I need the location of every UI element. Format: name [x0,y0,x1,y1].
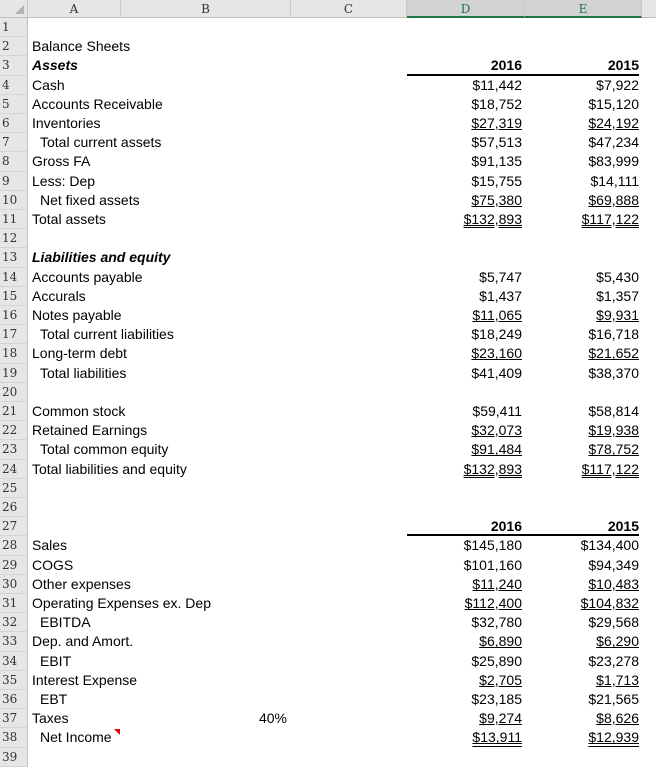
cell-label[interactable]: Taxes [32,710,69,727]
row-header[interactable]: 25 [0,479,28,498]
cell-2015[interactable]: $78,752 [588,441,639,458]
cell-label[interactable]: Liabilities and equity [32,249,171,266]
sheet-row [0,287,656,306]
sheet-row [0,191,656,210]
sheet-row [0,479,656,498]
cell-2016[interactable]: $59,411 [472,403,522,419]
cell-label[interactable]: EBT [40,691,68,707]
row-header[interactable]: 31 [0,594,28,613]
row-header[interactable]: 11 [0,210,28,229]
cell-label[interactable]: Accounts payable [32,268,143,285]
row-header[interactable]: 2 [0,37,28,56]
cell-2016[interactable]: $1,437 [479,287,522,304]
cell-2016[interactable]: $5,747 [479,268,522,285]
cell-2016[interactable]: $23,160 [471,345,522,362]
cell-2016[interactable]: $23,185 [471,691,522,707]
cell-2016[interactable]: $91,135 [471,153,522,170]
cell-2016[interactable]: $75,380 [471,191,522,208]
sheet-row [0,748,656,767]
column-header-c[interactable]: C [291,0,407,18]
row-header[interactable]: 13 [0,248,28,267]
cell-2015[interactable]: $1,713 [596,671,639,688]
cell-2015[interactable]: $47,234 [588,134,639,151]
row-header[interactable]: 22 [0,421,28,440]
cell-label[interactable]: Long-term debt [32,345,127,362]
cell-label[interactable]: Accounts Receivable [32,95,163,112]
sheet-row [0,594,656,613]
cell-2015[interactable]: $24,192 [588,115,639,131]
cell-2015[interactable]: $117,122 [581,460,639,477]
cell-2015[interactable]: $94,349 [588,556,639,573]
cell-label[interactable]: Gross FA [32,153,91,170]
sheet-row [0,440,656,459]
cell-2016[interactable]: $11,442 [472,76,522,93]
sheet-row [0,536,656,555]
cell-label[interactable]: Balance Sheets [32,38,131,55]
row-header[interactable]: 28 [0,536,28,555]
sheet-row [0,460,656,479]
sheet-row [0,306,656,325]
row-header[interactable]: 34 [0,652,28,671]
cell-label[interactable]: Less: Dep [32,172,96,189]
cell-2015[interactable]: $1,357 [596,287,639,304]
cell-2016[interactable]: 2016 [490,518,522,535]
sheet-row [0,56,656,75]
cell-2015[interactable]: $9,931 [596,307,639,323]
row-header[interactable]: 6 [0,114,28,133]
sheet-row [0,690,656,709]
column-header-f[interactable] [642,0,656,18]
sheet-row [0,498,656,517]
row-header[interactable]: 19 [0,364,28,383]
column-header-a[interactable]: A [28,0,121,18]
sheet-row [0,18,656,37]
cell-2016[interactable]: $112,400 [464,595,522,611]
cell-2015[interactable]: $58,814 [588,403,639,419]
comment-indicator-icon[interactable] [114,729,120,735]
column-header-b[interactable]: B [121,0,291,18]
row-header[interactable]: 8 [0,152,28,171]
cell-2015[interactable]: $83,999 [588,153,639,170]
sheet-row [0,344,656,363]
cell-2016[interactable]: $9,274 [479,710,522,727]
row-header[interactable]: 20 [0,383,28,402]
cell-2015[interactable]: $104,832 [580,595,639,611]
row-header[interactable]: 27 [0,517,28,536]
cell-rate[interactable]: 40% [258,710,287,727]
sheet-row [0,248,656,267]
cell-label[interactable]: Interest Expense [32,671,138,688]
cell-2016[interactable]: $41,409 [471,364,522,381]
row-header[interactable]: 14 [0,268,28,287]
cell-label[interactable]: Sales [32,537,68,554]
cell-2015[interactable]: $5,430 [596,268,639,285]
cell-label[interactable]: EBITDA [40,614,91,631]
sheet-row [0,402,656,421]
sheet-row [0,172,656,191]
sheet-row [0,671,656,690]
cell-label[interactable]: Notes payable [32,307,122,323]
row-header[interactable]: 33 [0,632,28,651]
sheet-row [0,575,656,594]
cell-label[interactable]: Total assets [32,211,106,227]
row-header[interactable]: 17 [0,325,28,344]
cell-2015[interactable]: 2015 [607,57,639,74]
cell-2015[interactable]: $15,120 [588,95,639,112]
cell-label[interactable]: Common stock [32,403,126,419]
sheet-row [0,325,656,344]
cell-label[interactable]: Operating Expenses ex. Dep [32,595,211,611]
cell-2016[interactable]: $27,319 [471,115,522,131]
row-header[interactable]: 26 [0,498,28,517]
sheet-row [0,152,656,171]
cell-2015[interactable]: $19,938 [588,422,639,439]
cell-label[interactable]: Inventories [32,115,101,131]
cell-label[interactable]: Net Income [40,729,112,746]
cell-2016[interactable]: $2,705 [479,671,522,688]
cell-2015[interactable]: $38,370 [588,364,639,381]
row-header[interactable]: 1 [0,18,28,37]
cell-2015[interactable]: $8,626 [596,710,639,727]
row-header[interactable]: 18 [0,344,28,363]
cell-2016[interactable]: $32,780 [471,614,522,631]
row-header[interactable]: 9 [0,172,28,191]
cell-2015[interactable]: $21,565 [588,691,639,707]
row-header[interactable]: 38 [0,728,28,747]
cell-2015[interactable]: 2015 [607,518,639,535]
row-header[interactable]: 16 [0,306,28,325]
sheet-row [0,709,656,728]
cell-2015[interactable]: $16,718 [588,326,639,343]
sheet-row [0,76,656,95]
cell-2016[interactable]: $132,893 [463,211,522,227]
row-header[interactable]: 30 [0,575,28,594]
cell-2016[interactable]: $57,513 [471,134,522,151]
sheet-row [0,95,656,114]
cell-2016[interactable]: $11,065 [472,307,522,323]
row-header[interactable]: 23 [0,440,28,459]
cell-2016[interactable]: 2016 [490,57,522,74]
cell-2016[interactable]: $6,890 [479,633,522,650]
sheet-row [0,421,656,440]
cell-label[interactable]: Total common equity [40,441,169,458]
cell-2015[interactable]: $6,290 [596,633,639,650]
column-header-e[interactable]: E [525,0,642,18]
row-header[interactable]: 24 [0,460,28,479]
sheet-row [0,728,656,747]
cell-2015[interactable]: $14,111 [590,172,639,189]
cell-label[interactable]: Retained Earnings [32,422,148,439]
cell-2015[interactable]: $7,922 [596,76,639,93]
cell-2015[interactable]: $117,122 [581,211,639,227]
row-header[interactable]: 15 [0,287,28,306]
cell-2016[interactable]: $91,484 [471,441,522,458]
cell-2016[interactable]: $32,073 [471,422,522,439]
cell-2015[interactable]: $29,568 [588,614,639,631]
cell-label[interactable]: COGS [32,556,74,573]
sheet-row [0,229,656,248]
cell-2016[interactable]: $132,893 [463,460,522,477]
cell-2016[interactable]: $25,890 [471,652,522,669]
cell-2015[interactable]: $69,888 [588,191,639,208]
row-header[interactable]: 39 [0,748,28,767]
cell-label[interactable]: Dep. and Amort. [32,633,134,650]
sheet-row [0,556,656,575]
cell-2015[interactable]: $134,400 [580,537,639,554]
cell-2016[interactable]: $13,911 [472,729,522,746]
cell-label[interactable]: Total liabilities [40,364,127,381]
cell-2016[interactable]: $18,752 [471,95,522,112]
select-all-button[interactable] [0,0,28,18]
sheet-row [0,632,656,651]
sheet-row [0,383,656,402]
sheet-row [0,114,656,133]
cell-label[interactable]: Cash [32,76,65,93]
sheet-row [0,210,656,229]
sheet-row [0,652,656,671]
row-header[interactable]: 37 [0,709,28,728]
sheet-row [0,364,656,383]
cell-label[interactable]: Total liabilities and equity [32,460,187,477]
row-header[interactable]: 29 [0,556,28,575]
sheet-row [0,613,656,632]
row-header[interactable]: 7 [0,133,28,152]
row-header[interactable]: 12 [0,229,28,248]
row-header[interactable]: 32 [0,613,28,632]
sheet-row [0,517,656,536]
sheet-row [0,37,656,56]
cell-2016[interactable]: $145,180 [463,537,522,554]
sheet-row [0,268,656,287]
cell-2016[interactable]: $101,160 [463,556,522,573]
cell-label[interactable]: Accurals [32,287,86,304]
cell-2016[interactable]: $11,240 [472,575,522,592]
row-header[interactable]: 10 [0,191,28,210]
cell-2015[interactable]: $10,483 [588,575,639,592]
cell-label[interactable]: EBIT [40,652,72,669]
cell-label[interactable]: Other expenses [32,575,131,592]
cell-2016[interactable]: $15,755 [471,172,522,189]
cell-2015[interactable]: $21,652 [588,345,639,362]
cell-label[interactable]: Assets [32,57,78,74]
row-header[interactable]: 35 [0,671,28,690]
cell-label[interactable]: Net fixed assets [40,191,140,208]
column-header-d[interactable]: D [407,0,525,18]
cell-label[interactable]: Total current liabilities [40,326,174,343]
cell-2015[interactable]: $12,939 [588,729,639,746]
row-header[interactable]: 4 [0,76,28,95]
row-header[interactable]: 3 [0,56,28,75]
sheet-row [0,133,656,152]
row-header[interactable]: 36 [0,690,28,709]
cell-2015[interactable]: $23,278 [588,652,639,669]
cell-label[interactable]: Total current assets [40,134,162,151]
row-header[interactable]: 5 [0,95,28,114]
row-header[interactable]: 21 [0,402,28,421]
cell-2016[interactable]: $18,249 [471,326,522,343]
